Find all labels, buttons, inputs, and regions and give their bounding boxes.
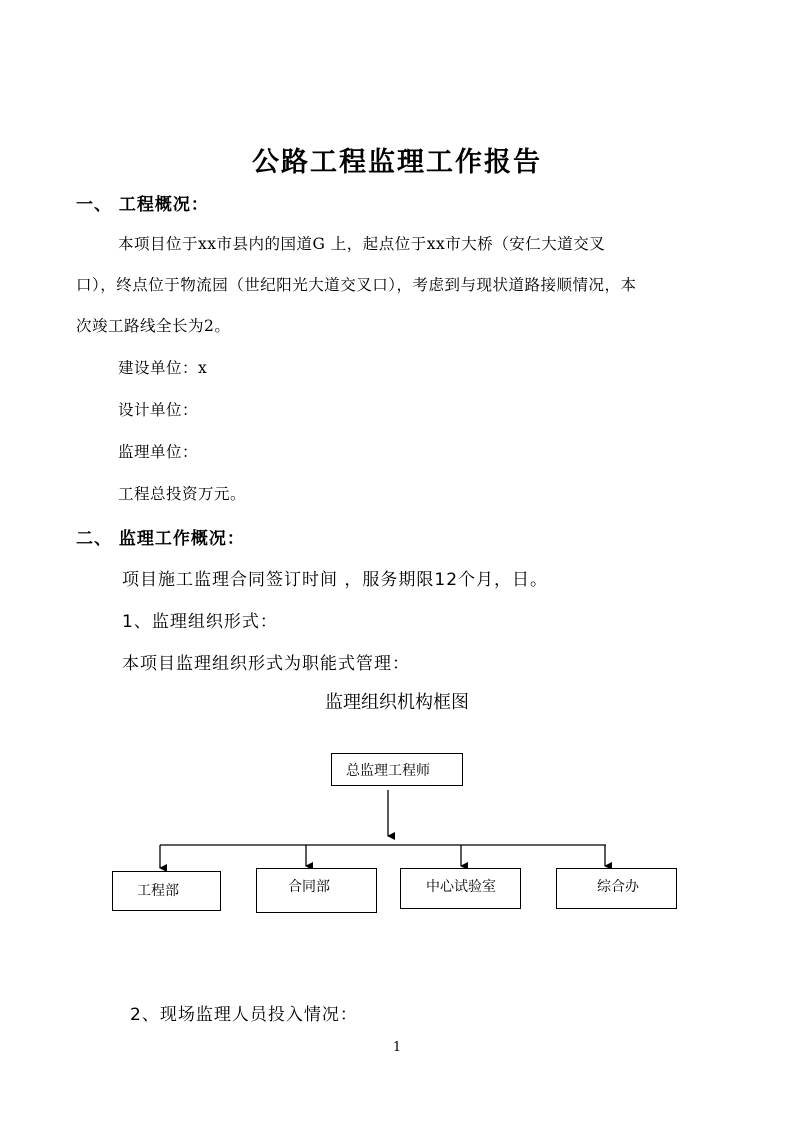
section-1-heading: 一、 工程概况：: [76, 195, 209, 215]
admin-office-box: [556, 868, 677, 909]
overview-paragraph-line-2: 口），终点位于物流园（世纪阳光大道交叉口），考虑到与现状道路接顺情况，本: [76, 276, 637, 294]
overview-paragraph-line-1: 本项目位于xx市县内的国道G 上，起点位于xx市大桥（安仁大道交叉: [118, 235, 606, 253]
total-investment: 工程总投资万元。: [118, 485, 247, 503]
subsection-1-heading: 1、监理组织形式：: [122, 612, 278, 632]
supervisor-unit: 监理单位：: [118, 443, 199, 461]
org-form-description: 本项目监理组织形式为职能式管理：: [122, 654, 410, 674]
engineering-dept-box: [112, 871, 221, 911]
lab-label: 中心试验室: [426, 879, 496, 895]
page-number: 1: [392, 1040, 402, 1055]
contract-dept-label: 合同部: [288, 879, 330, 895]
overview-paragraph-line-3: 次竣工路线全长为2。: [76, 317, 231, 335]
org-chart-title: 监理组织机构框图: [325, 692, 469, 713]
lab-box: [400, 868, 521, 909]
contract-dept-box: [256, 868, 377, 913]
admin-office-label: 综合办: [597, 879, 639, 895]
engineering-dept-label: 工程部: [137, 883, 179, 899]
contract-info: 项目施工监理合同签订时间 ，服务期限12个月，日。: [122, 570, 549, 590]
document-title: 公路工程监理工作报告: [252, 147, 542, 178]
subsection-2-heading: 2、现场监理人员投入情况：: [130, 1005, 358, 1025]
chief-engineer-box: [331, 753, 463, 786]
chief-engineer-label: 总监理工程师: [346, 763, 430, 779]
builder-unit: 建设单位：x: [118, 359, 208, 377]
designer-unit: 设计单位：: [118, 401, 199, 419]
section-2-heading: 二、 监理工作概况：: [76, 529, 245, 549]
